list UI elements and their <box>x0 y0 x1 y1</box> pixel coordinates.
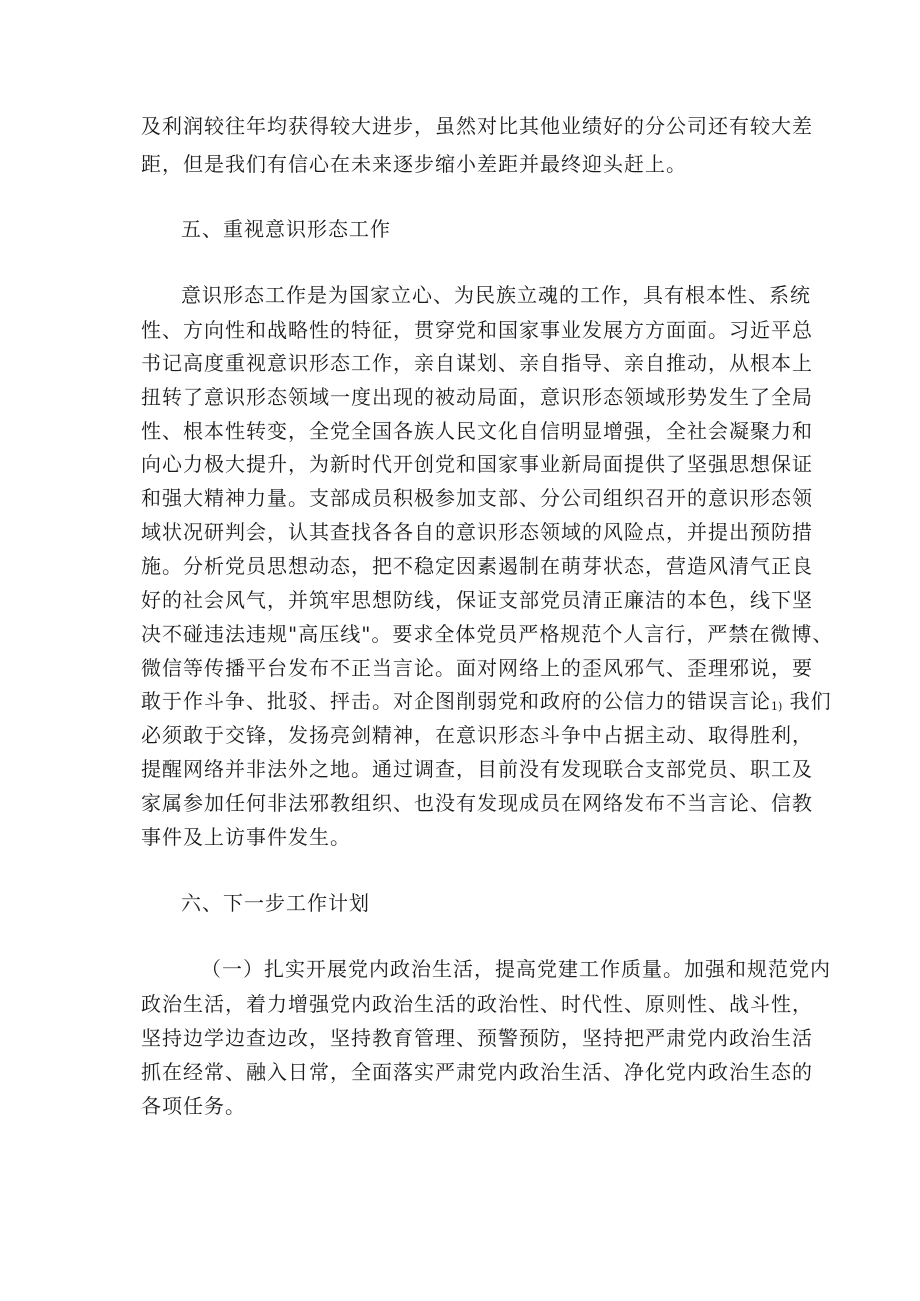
paragraph-line: （一）扎实开展党内政治生活，提高党建工作质量。加强和规范党内 <box>201 957 831 981</box>
paragraph-line: 施。分析党员思想动态，把不稳定因素遏制在萌芽状态，营造风清气正良 <box>141 554 813 578</box>
paragraph-line: 坚持边学边查边改，坚持教育管理、预警预防，坚持把严肃党内政治生活 <box>141 1026 813 1050</box>
paragraph-line: 距，但是我们有信心在未来逐步缩小差距并最终迎头赶上。 <box>141 152 687 176</box>
paragraph-line-text: 敢于作斗争、批驳、抨击。对企图削弱党和政府的公信力的错误言论 <box>141 689 771 713</box>
paragraph-line: 微信等传播平台发布不正当言论。面对网络上的歪风邪气、歪理邪说，要 <box>141 656 813 680</box>
paragraph-line <box>141 684 832 718</box>
section-heading-6: 六、下一步工作计划 <box>181 891 370 915</box>
paragraph-line: 性、根本性转变，全党全国各族人民文化自信明显增强，全社会凝聚力和 <box>141 419 813 443</box>
paragraph-line: 各项任务。 <box>141 1094 246 1118</box>
paragraph-line: 提醒网络并非法外之地。通过调查，目前没有发现联合支部党员、职工及 <box>141 757 813 781</box>
paragraph-line: 书记高度重视意识形态工作，亲自谋划、亲自指导、亲自推动，从根本上 <box>141 351 813 375</box>
paragraph-line: 意识形态工作是为国家立心、为民族立魂的工作，具有根本性、系统 <box>181 283 811 307</box>
paragraph-line-tail: 我们 <box>782 689 832 713</box>
paragraph-line: 好的社会风气，并筑牢思想防线，保证支部党员清正廉洁的本色，线下坚 <box>141 588 813 612</box>
paragraph-line: 事件及上访事件发生。 <box>141 825 351 849</box>
paragraph-line: 和强大精神力量。支部成员积极参加支部、分公司组织召开的意识形态领 <box>141 486 813 510</box>
paragraph-line: 抓在经常、融入日常，全面落实严肃党内政治生活、净化党内政治生态的 <box>141 1060 813 1084</box>
section-heading-5: 五、重视意识形态工作 <box>181 217 391 241</box>
paragraph-line: 必须敢于交锋，发扬亮剑精神，在意识形态斗争中占据主动、取得胜利， <box>141 723 813 747</box>
paragraph-line: 扭转了意识形态领域一度出现的被动局面，意识形态领域形势发生了全局 <box>141 385 813 409</box>
paragraph-line: 及利润较往年均获得较大进步，虽然对比其他业绩好的分公司还有较大差 <box>141 114 813 138</box>
paragraph-line: 家属参加任何非法邪教组织、也没有发现成员在网络发布不当言论、信教 <box>141 791 813 815</box>
paragraph-line: 政治生活，着力增强党内政治生活的政治性、时代性、原则性、战斗性， <box>141 992 813 1016</box>
footnote-marker: 1) <box>771 700 783 713</box>
paragraph-line: 决不碰违法违规"高压线"。要求全体党员严格规范个人言行，严禁在微博、 <box>141 622 834 646</box>
paragraph-line: 性、方向性和战略性的特征，贯穿党和国家事业发展方方面面。习近平总 <box>141 318 813 342</box>
paragraph-line: 向心力极大提升，为新时代开创党和国家事业新局面提供了坚强思想保证 <box>141 452 813 476</box>
paragraph-line: 域状况研判会，认其查找各各自的意识形态领域的风险点，并提出预防措 <box>141 520 813 544</box>
